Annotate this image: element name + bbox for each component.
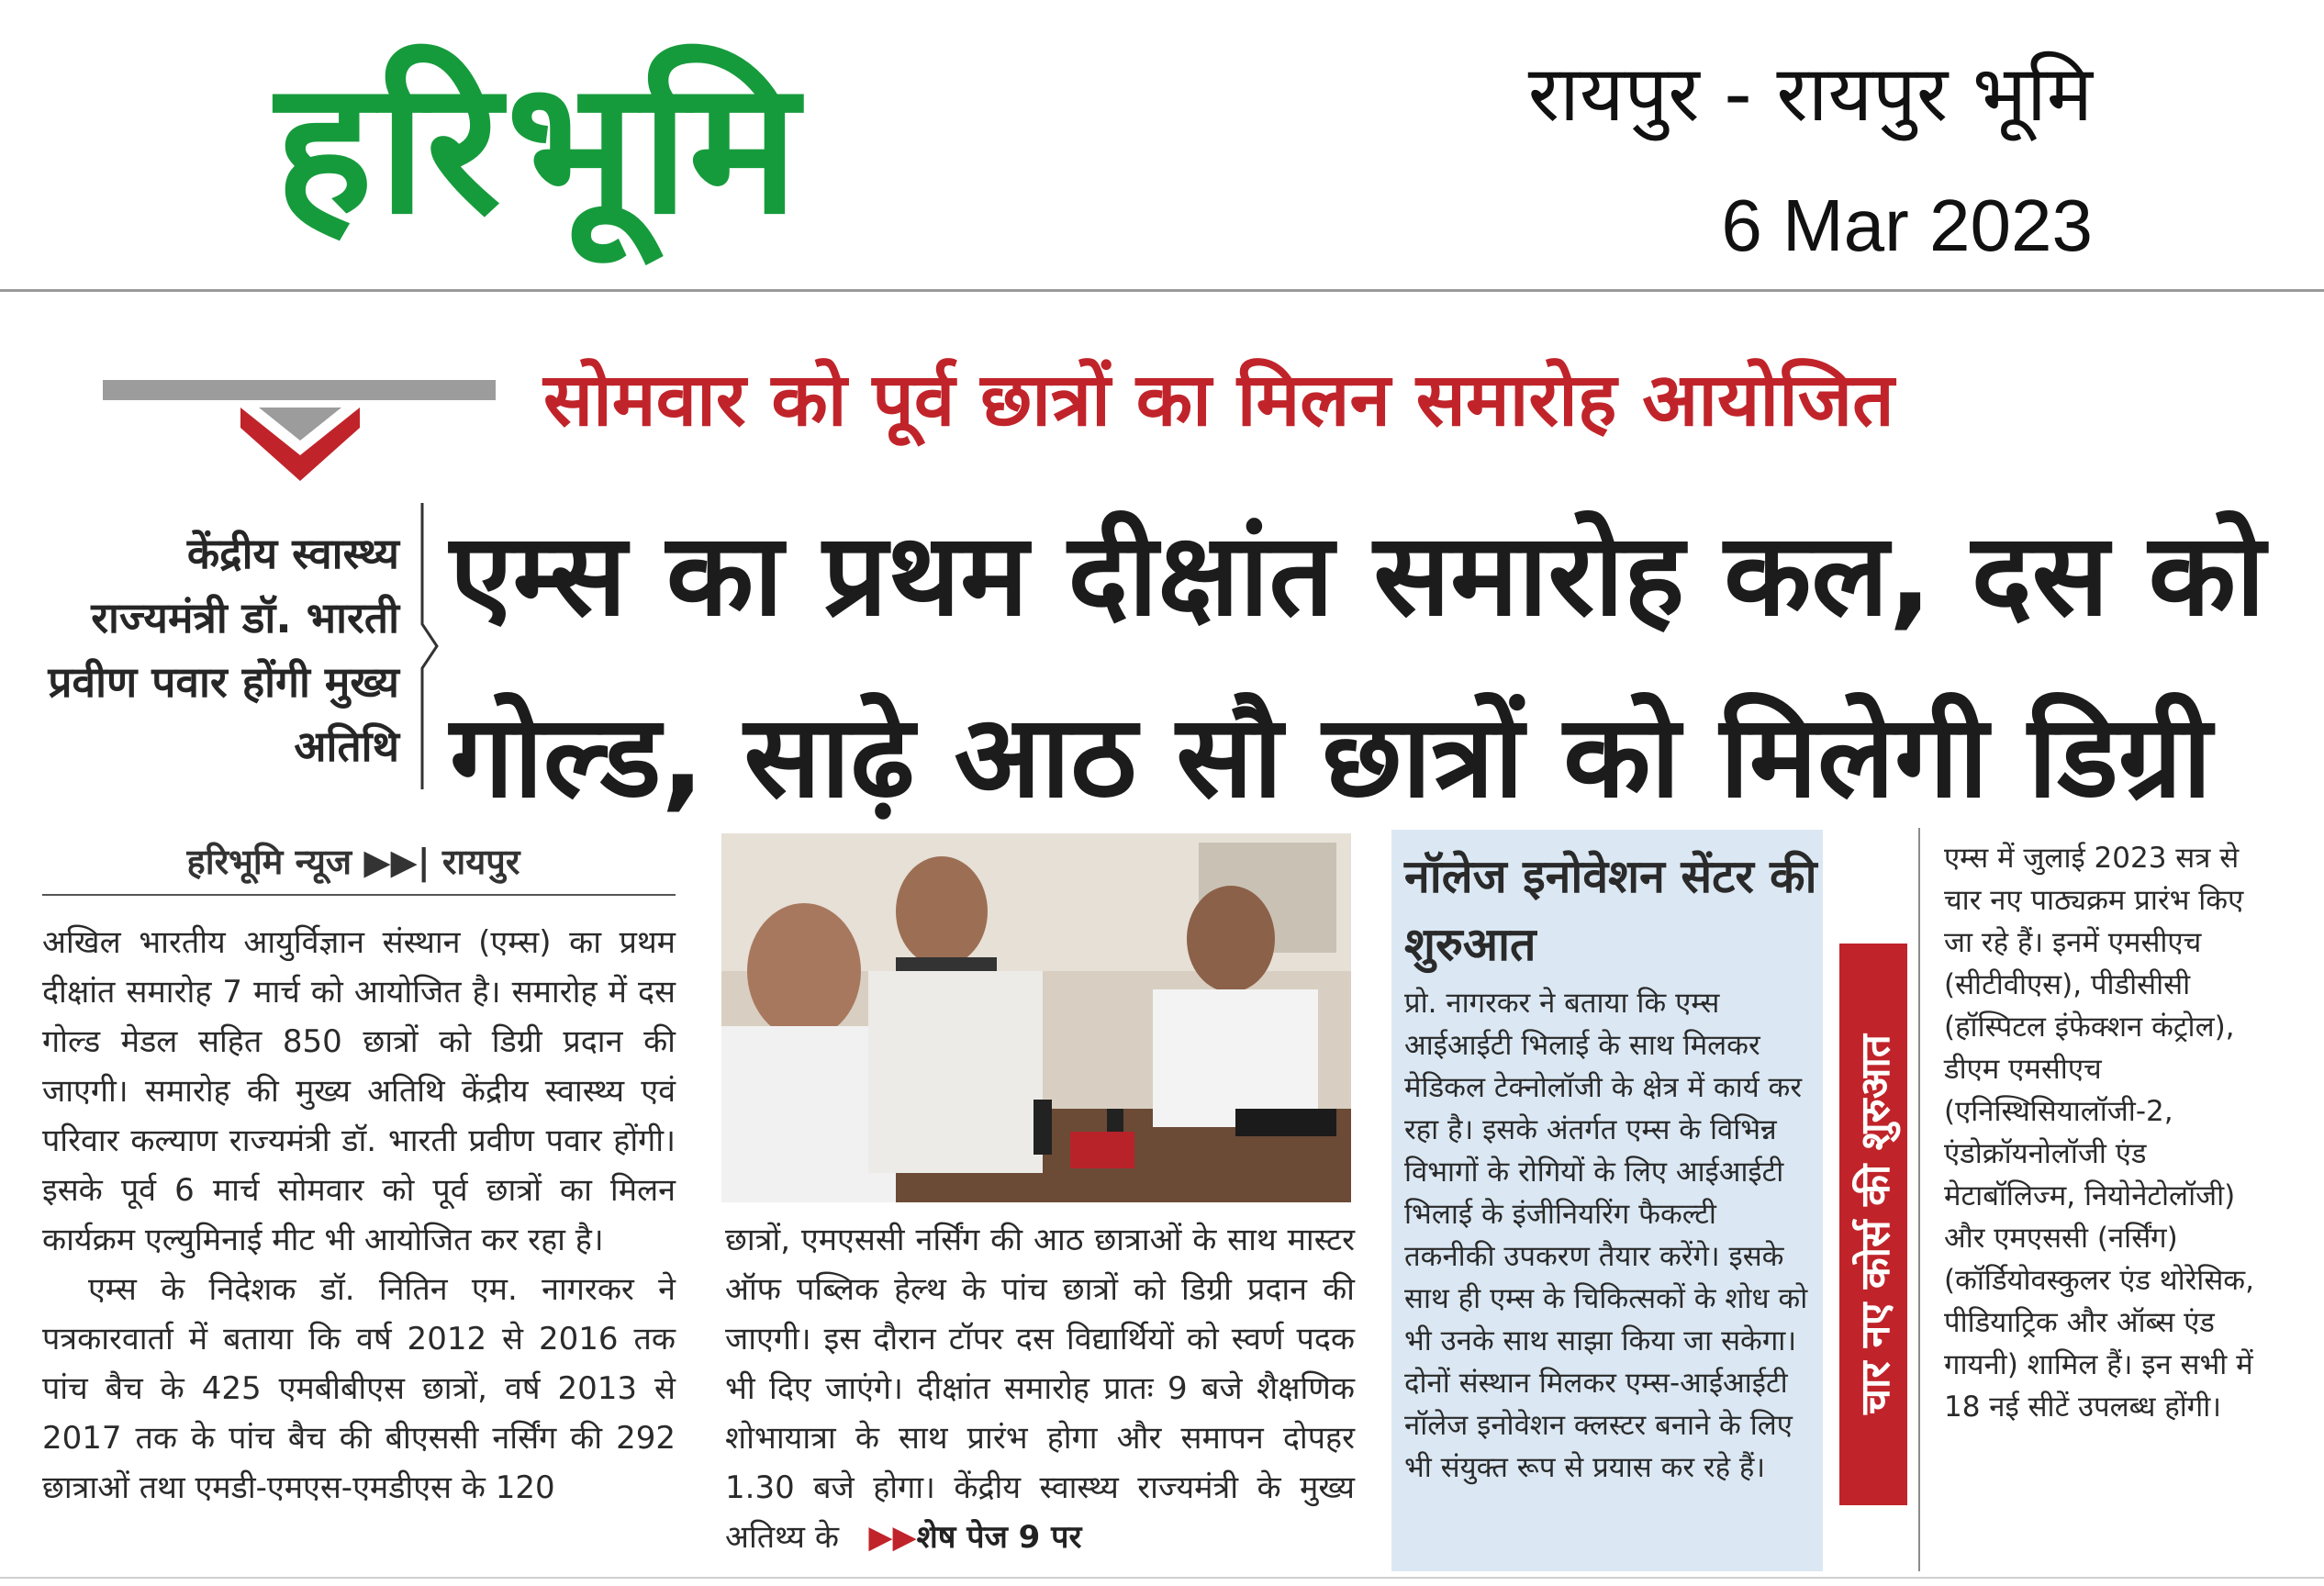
byline-divider (42, 894, 676, 896)
paragraph-text: छात्रों, एमएससी नर्सिंग की आठ छात्राओं के साथ मास्टर ऑफ पब्लिक हेल्थ के पांच छात्रों को डिग्री प्रदान की जाएगी। इस दौरान टॉपर दस विद्यार्थियों को स्वर्ण पदक भी दिए जाएंगे। दीक्षांत समारोह प्रातः 9 बजे शैक्षणिक शोभायात्रा के साथ प्रारंभ होगा और समापन दोपहर 1.30 बजे होगा। केंद्रीय स्वास्थ्य राज्यमंत्री के मुख्य अतिथ्य के (725, 1222, 1355, 1556)
article-deck: केंद्रीय स्वास्थ्य राज्यमंत्री डॉ. भारती प्रवीण पवार होंगी मुख्य अतिथि (48, 529, 399, 771)
byline (37, 837, 670, 885)
paragraph (725, 1215, 1355, 1562)
publication-date: 6 Mar 2023 (1721, 184, 2093, 266)
byline-source: हरिभूमि न्यूज (186, 842, 352, 882)
fast-forward-icon: ▶▶| (363, 842, 442, 882)
article-headline (450, 485, 2304, 848)
courses-text: एम्स में जुलाई 2023 सत्र से चार नए पाठ्यक्रम प्रारंभ किए जा रहे हैं। इनमें एमसीएच (सीटीवीएस), पीडीसीसी (हॉस्पिटल इंफेक्शन कंट्रोल), डीएम एमसीएच (एनिस्थिसियालॉजी-2, एंडोक्रॉयनोलॉजी एंड मेटाबॉलिज्म, नियोनेटोलॉजी) और एमएससी (नर्सिंग) (कॉर्डियोवस्कुलर एंड थोरेसिक, पीडियाट्रिक और ऑब्स एंड गायनी) शामिल हैं। इन सभी में 18 नई सीटें उपलब्ध होंगी। (1944, 842, 2254, 1424)
deck-divider (419, 503, 441, 789)
side-banner-label: चार नए कोर्स की शुरुआत (1852, 1034, 1899, 1414)
bottom-divider (0, 1577, 2324, 1579)
headline-line-2: गोल्ड, साढ़े आठ सौ छात्रों को मिलेगी डिग्री (450, 691, 2212, 823)
press-conference-image (721, 833, 1351, 1202)
paragraph: अखिल भारतीय आयुर्विज्ञान संस्थान (एम्स) का प्रथम दीक्षांत समारोह 7 मार्च को आयोजित है। समारोह में दस गोल्ड मेडल सहित 850 छात्रों को डिग्री प्रदान की जाएगी। समारोह की मुख्य अतिथि केंद्रीय स्वास्थ्य एवं परिवार कल्याण राज्यमंत्री डॉ. भारती प्रवीण पवार होंगी। इसके पूर्व 6 मार्च सोमवार को पूर्व छात्रों का मिलन कार्यक्रम एल्युमिनाई मीट भी आयोजित कर रहा है। (42, 924, 676, 1258)
masthead-logo: हरिभूमि (275, 41, 804, 255)
edition-label: रायपुर - रायपुर भूमि (1527, 49, 2093, 139)
article-kicker: सोमवार को पूर्व छात्रों का मिलन समारोह आयोजित (543, 357, 1894, 442)
chevron-down-icon (240, 408, 360, 481)
article-column-2 (725, 1215, 1355, 1562)
column-divider (1918, 828, 1920, 1571)
byline-city: रायपुर (441, 842, 520, 882)
sidebox-title: नॉलेज इनोवेशन सेंटर की शुरुआत (1404, 850, 1817, 971)
kicker-bar (103, 380, 496, 400)
article-column-1 (42, 918, 676, 1513)
continued-label: शेष पेज 9 पर (916, 1519, 1082, 1556)
paragraph: एम्स के निदेशक डॉ. नितिन एम. नागरकर ने पत्रकारवार्ता में बताया कि वर्ष 2012 से 2016 तक पांच बैच के 425 एमबीबीएस छात्रों, वर्ष 2013 से 2017 तक के पांच बैच की बीएससी नर्सिंग की 292 छात्राओं तथा एमडी-एमएस-एमडीएस के 120 (42, 1271, 676, 1506)
side-banner (1839, 944, 1907, 1505)
masthead-divider (0, 289, 2324, 292)
press-conference-photo (721, 833, 1351, 1202)
sidebox-text: प्रो. नागरकर ने बताया कि एम्स आईआईटी भिलाई के साथ मिलकर मेडिकल टेक्नोलॉजी के क्षेत्र में कार्य कर रहा है। इसके अंतर्गत एम्स के विभिन्न विभागों के रोगियों के लिए आईआईटी भिलाई के इंजीनियरिंग फैकल्टी तकनीकी उपकरण तैयार करेंगे। इसके साथ ही एम्स के चिकित्सकों के शोध को भी उनके साथ साझा किया जा सकेगा। दोनों संस्थान मिलकर एम्स-आईआईटी नॉलेज इनोवेशन क्लस्टर बनाने के लिए भी संयुक्त रूप से प्रयास कर रहे हैं। (1404, 987, 1808, 1484)
fast-forward-icon: ▶▶ (868, 1519, 917, 1556)
headline-line-1: एम्स का प्रथम दीक्षांत समारोह कल, दस को (450, 509, 2266, 642)
